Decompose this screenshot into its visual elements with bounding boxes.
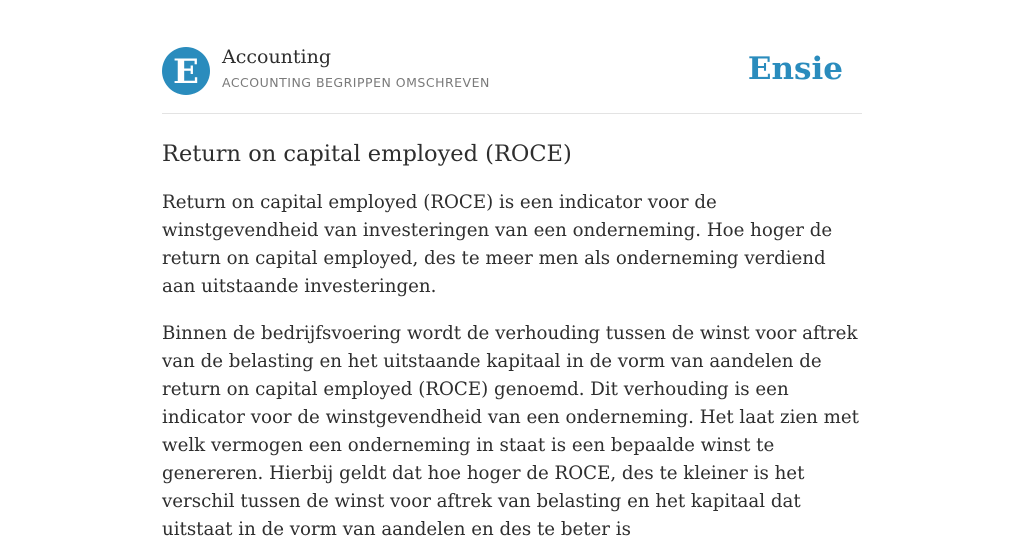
- page: [162, 0, 862, 544]
- logo-letter: E: [173, 52, 199, 92]
- site-logo[interactable]: [162, 47, 210, 95]
- brand-logo-link[interactable]: Ensie: [747, 51, 843, 87]
- article-title: Return on capital employed (ROCE): [162, 141, 572, 167]
- site-header: [162, 0, 862, 114]
- site-subtitle: ACCOUNTING BEGRIPPEN OMSCHREVEN: [222, 75, 490, 90]
- site-title-link[interactable]: Accounting: [222, 46, 332, 68]
- article-paragraph-1: Return on capital employed (ROCE) is een indicator voor de winstgevendheid van investeringen van een onderneming. Hoe hoger de return on capital employed, des te meer men als onderneming verdiend aan uitstaande investeringen.: [162, 192, 833, 297]
- article-paragraph-2: Binnen de bedrijfsvoering wordt de verhouding tussen de winst voor aftrek van de belasting en het uitstaande kapitaal in de vorm van aandelen de return on capital employed (ROCE) genoemd. Dit verhouding is een indicator voor de winstgevendheid van een onderneming. Het laat zien met welk vermogen een onderneming in staat is een bepaalde winst te genereren. Hierbij geldt dat hoe hoger de ROCE, des te kleiner is het verschil tussen de winst voor aftrek van belasting en het kapitaal dat uitstaat in de vorm van aandelen en des te beter is: [162, 323, 859, 540]
